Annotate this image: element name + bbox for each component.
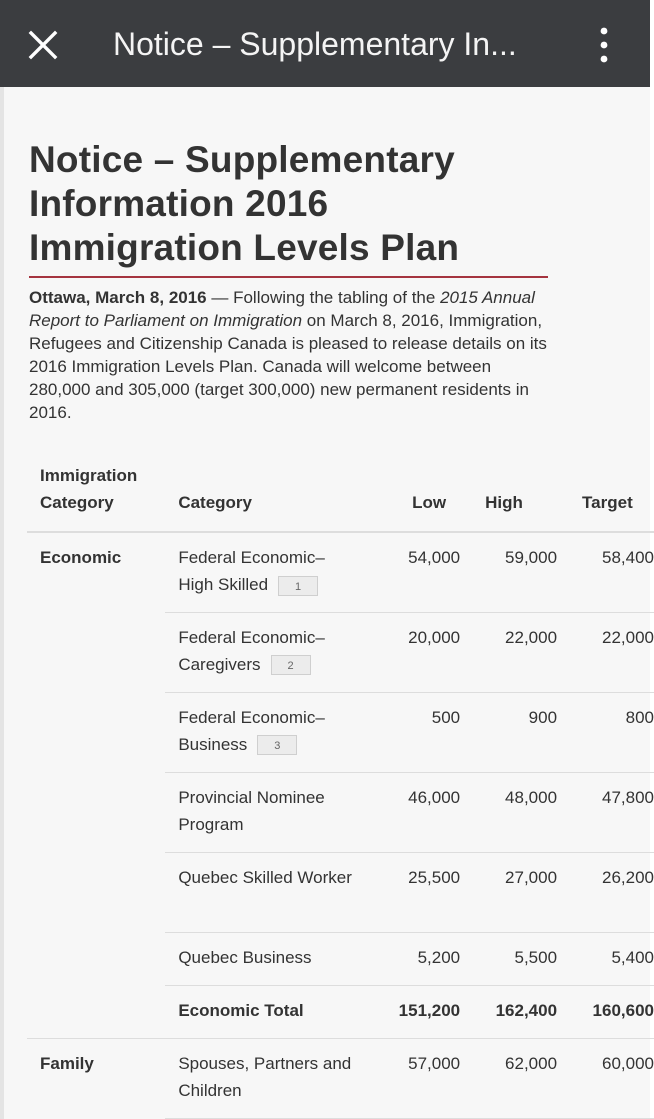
row-category (165, 612, 359, 692)
report-title: 2015 Annual Report to Parliament on Immigration (29, 288, 535, 330)
close-icon[interactable] (20, 22, 66, 68)
row-low: 151,200 (359, 985, 460, 1038)
row-category-label: Federal Economic–High Skilled (178, 548, 325, 594)
row-category: Quebec Skilled Worker (165, 852, 359, 932)
row-category: Quebec Business (165, 932, 359, 985)
row-low: 20,000 (359, 612, 460, 692)
footnote-link[interactable]: 2 (271, 655, 311, 675)
intro-paragraph (29, 286, 549, 424)
page-title: Notice – Supplementary Information 2016 Immigration Levels Plan (29, 139, 460, 268)
intro-text-1: Following the tabling of the (233, 288, 441, 307)
toolbar-title: Notice – Supplementary In... (113, 26, 517, 62)
row-category (165, 532, 359, 612)
footnote-link[interactable]: 3 (257, 735, 297, 755)
row-target: 58,400 (557, 532, 654, 612)
header-category: Category (165, 462, 359, 532)
intro-text-2: on March 8, 2016, Immigration, Refugees and Citizenship Canada is pleased to release details on its 2016 Immigration Levels Plan. Canada will welcome between 280,000 and 305,000 (target 300,000) new permanent residents in 2016. (29, 311, 547, 422)
more-vert-icon[interactable] (584, 22, 624, 68)
row-high: 59,000 (460, 532, 557, 612)
row-high: 27,000 (460, 852, 557, 932)
row-low: 57,000 (359, 1038, 460, 1118)
row-target: 800 (557, 692, 654, 772)
header-immigration-category: Immigration Category (27, 462, 165, 532)
row-target: 60,000 (557, 1038, 654, 1118)
row-category-label: Federal Economic–Business (178, 707, 325, 754)
table-header-row (27, 462, 654, 532)
row-low: 46,000 (359, 772, 460, 852)
row-low: 5,200 (359, 932, 460, 985)
app-toolbar (0, 0, 650, 87)
table-row (27, 532, 654, 612)
title-divider (29, 276, 548, 278)
row-high: 900 (460, 692, 557, 772)
row-high: 22,000 (460, 612, 557, 692)
row-target: 5,400 (557, 932, 654, 985)
row-high: 62,000 (460, 1038, 557, 1118)
row-category: Provincial Nominee Program (165, 772, 359, 852)
row-target: 47,800 (557, 772, 654, 852)
row-low: 25,500 (359, 852, 460, 932)
immigration-levels-table (27, 462, 654, 1119)
table-row (27, 1038, 654, 1118)
footnote-link[interactable]: 1 (278, 576, 318, 596)
dateline: Ottawa, March 8, 2016 (29, 288, 207, 307)
row-low: 54,000 (359, 532, 460, 612)
row-category (165, 692, 359, 772)
header-target: Target (557, 462, 654, 532)
header-low: Low (359, 462, 460, 532)
row-high: 5,500 (460, 932, 557, 985)
group-economic: Economic (27, 532, 165, 1038)
row-target: 26,200 (557, 852, 654, 932)
row-high: 162,400 (460, 985, 557, 1038)
article-page (0, 87, 654, 1119)
row-category: Spouses, Partners and Children (165, 1038, 359, 1118)
row-high: 48,000 (460, 772, 557, 852)
dateline-dash: — (206, 288, 234, 307)
row-target: 22,000 (557, 612, 654, 692)
group-family: Family (40, 1053, 94, 1073)
row-target: 160,600 (557, 985, 654, 1038)
row-low: 500 (359, 692, 460, 772)
row-category: Economic Total (165, 985, 359, 1038)
row-category-label: Federal Economic–Caregivers (178, 627, 325, 674)
header-high: High (460, 462, 557, 532)
